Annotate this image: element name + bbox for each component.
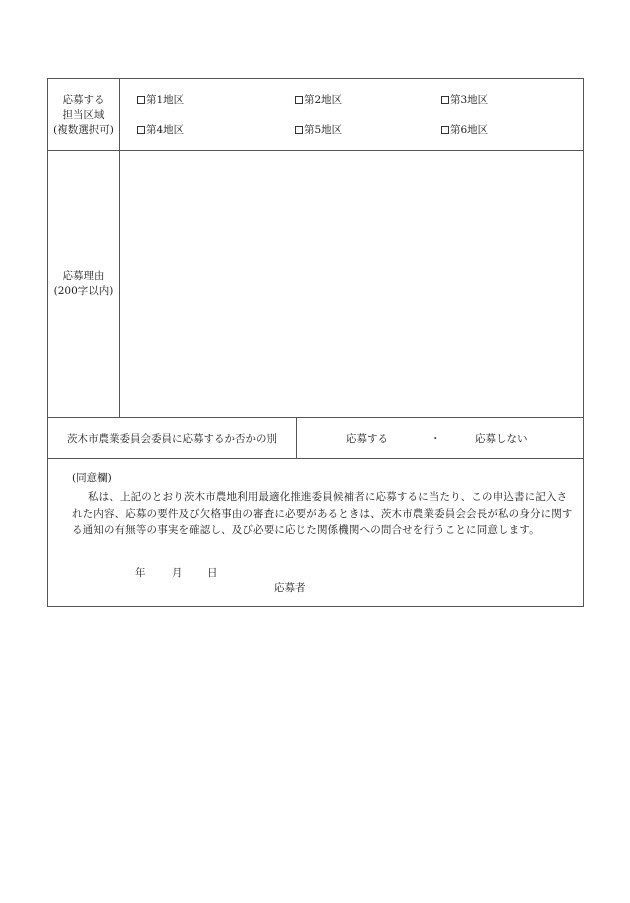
choice-not-apply[interactable]: 応募しない [475,432,528,445]
consent-text: 私は、上記のとおり茨木市農地利用最適化推進委員候補者に応募するに当たり、この申込書に記入された内容、応募の要件及び欠格事由の審査に必要があるときは、茨木市農業委員会会長が私の身分に関する通知の有無等の事実を確認し、及び必要に応じた関係機関への問合せを行うことに同意します。 [72,491,573,536]
area-5-checkbox[interactable] [295,126,303,134]
area-2-checkbox[interactable] [295,96,303,104]
area-6-checkbox[interactable] [441,126,449,134]
reason-label-line-2: (200字以内) [53,285,114,297]
area-3-label: 第3地区 [450,94,489,106]
area-option-6[interactable] [441,123,488,137]
area-option-4[interactable] [137,123,184,137]
label-column-divider [119,79,120,418]
applicant-label: 応募者 [274,582,306,594]
area-5-label: 第5地区 [304,124,343,136]
area-4-checkbox[interactable] [137,126,145,134]
reason-row-label [48,151,119,417]
area-1-label: 第1地区 [146,94,185,106]
consent-heading: (同意欄) [72,472,112,484]
application-form [47,78,584,607]
reason-text-area[interactable] [120,151,583,417]
area-1-checkbox[interactable] [137,96,145,104]
area-label-line-2: 担当区域 [62,108,105,121]
area-option-1[interactable] [137,93,184,107]
area-row-label [48,79,119,151]
area-option-3[interactable] [441,93,488,107]
area-option-5[interactable] [295,123,342,137]
area-3-checkbox[interactable] [441,96,449,104]
date-year-label: 年 [135,567,146,579]
area-label-line-1: 応募する [62,93,105,106]
area-label-line-3: (複数選択可) [53,123,114,136]
date-month-label: 月 [172,567,183,579]
choice-apply[interactable]: 応募する [346,432,388,445]
apply-question-label: 茨木市農業委員会委員に応募するか否かの別 [67,432,277,445]
area-4-label: 第4地区 [146,124,185,136]
reason-label-line-1: 応募理由 [62,270,105,282]
area-option-2[interactable] [295,93,342,107]
area-6-label: 第6地区 [450,124,489,136]
date-day-label: 日 [207,567,218,579]
apply-column-divider [296,418,297,458]
choice-separator: ・ [430,432,441,445]
area-2-label: 第2地区 [304,94,343,106]
divider [48,458,583,459]
